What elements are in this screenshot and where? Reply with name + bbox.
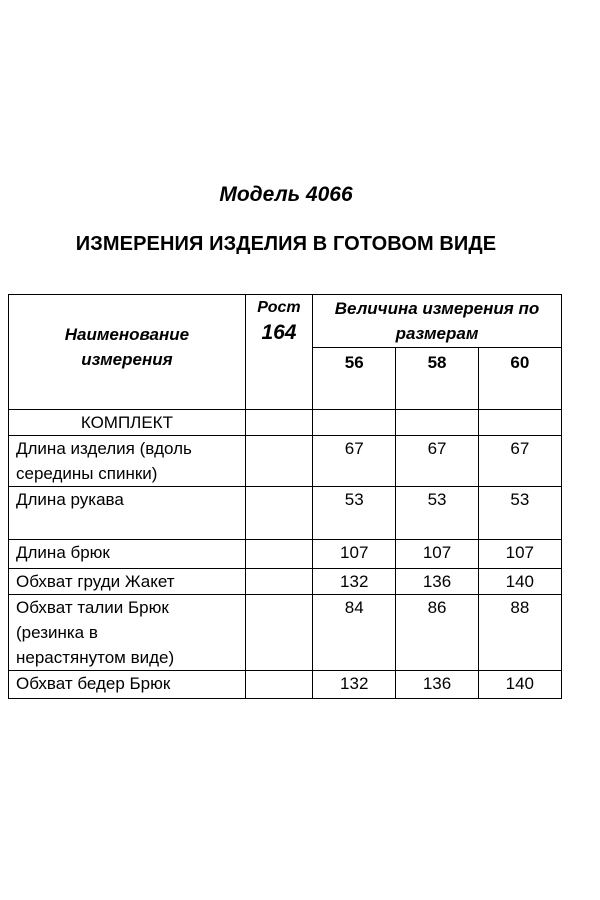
value-size-60: 140: [478, 569, 561, 595]
group-label: КОМПЛЕКТ: [9, 410, 246, 436]
size-58-header: 58: [396, 348, 478, 410]
table-row: [9, 436, 562, 487]
value-size-60: 107: [478, 540, 561, 569]
empty-cell: [396, 410, 478, 436]
measurement-name-line: Обхват груди Жакет: [16, 572, 175, 591]
measurement-name: [9, 540, 246, 569]
measurement-name-header-line2: измерения: [81, 350, 173, 369]
height-cell: [245, 436, 312, 487]
table-row: [9, 595, 562, 671]
height-cell: [245, 540, 312, 569]
measurements-table: [8, 294, 562, 699]
height-cell: [245, 569, 312, 595]
value-size-60: 53: [478, 487, 561, 540]
height-header: [245, 295, 312, 410]
size-56-header: 56: [313, 348, 396, 410]
measurement-name-line: Длина рукава: [16, 490, 124, 509]
value-size-56: 67: [313, 436, 396, 487]
height-cell: [245, 671, 312, 699]
height-cell: [245, 595, 312, 671]
measurement-name-line: нерастянутом виде): [16, 648, 175, 667]
measurement-name-line: середины спинки): [16, 464, 158, 483]
value-size-58: 136: [396, 569, 478, 595]
value-size-58: 136: [396, 671, 478, 699]
measurement-name: [9, 671, 246, 699]
size-group-header-line2: размерам: [395, 324, 479, 343]
measurement-name-header: [9, 295, 246, 410]
measurement-name-header-line1: Наименование: [64, 325, 190, 344]
measurement-name-line: Длина брюк: [16, 543, 110, 562]
measurement-name-line: Обхват талии Брюк: [16, 598, 169, 617]
measurement-name-line: Обхват бедер Брюк: [16, 674, 171, 693]
size-group-header: [313, 295, 562, 348]
table-row: [9, 487, 562, 540]
measurement-name-line: Длина изделия (вдоль: [16, 439, 192, 458]
value-size-60: 88: [478, 595, 561, 671]
value-size-56: 132: [313, 569, 396, 595]
value-size-56: 107: [313, 540, 396, 569]
value-size-58: 67: [396, 436, 478, 487]
height-value: 164: [261, 321, 297, 344]
model-title: Модель 4066: [219, 183, 353, 206]
measurement-name: [9, 569, 246, 595]
height-cell: [245, 487, 312, 540]
table-row: [9, 569, 562, 595]
value-size-58: 86: [396, 595, 478, 671]
value-size-60: 140: [478, 671, 561, 699]
value-size-60: 67: [478, 436, 561, 487]
table-row: [9, 540, 562, 569]
value-size-58: 53: [396, 487, 478, 540]
value-size-58: 107: [396, 540, 478, 569]
measurement-name: [9, 487, 246, 540]
measurement-name: [9, 436, 246, 487]
size-60-header: 60: [478, 348, 561, 410]
value-size-56: 84: [313, 595, 396, 671]
measurement-name: [9, 595, 246, 671]
document-heading: ИЗМЕРЕНИЯ ИЗДЕЛИЯ В ГОТОВОМ ВИДЕ: [75, 233, 497, 255]
height-label: Рост: [257, 299, 301, 316]
size-group-header-line1: Величина измерения по: [334, 299, 540, 318]
value-size-56: 132: [313, 671, 396, 699]
empty-cell: [478, 410, 561, 436]
empty-cell: [245, 410, 312, 436]
measurement-name-line: (резинка в: [16, 623, 98, 642]
table-row: [9, 671, 562, 699]
empty-cell: [313, 410, 396, 436]
group-row-komplekt: [9, 410, 562, 436]
header-row: [9, 295, 562, 348]
value-size-56: 53: [313, 487, 396, 540]
